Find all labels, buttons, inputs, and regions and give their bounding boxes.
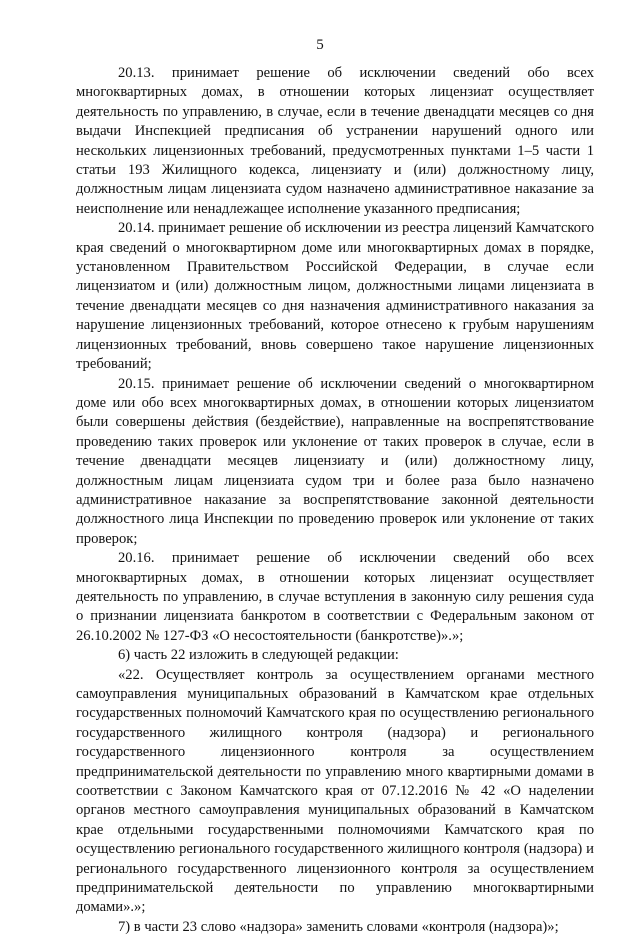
- paragraph-part-22: «22. Осуществляет контроль за осуществлением органами местного самоуправления муниципальных образований в Камчатском крае отдельных государственных полномочий Камчатского края по осуществлению регионального государственного жилищного контроля (надзора) и регионального государственного лицензионного контроля за осуществлением предпринимательской деятельности по управлению много квартирными домами в соответствии с Законом Камчатского края от 07.12.2016 № 42 «О наделении органов местного самоуправления муниципальных образований в Камчатском крае отдельными государственными полномочиями Камчатского края по осуществлению регионального государственного жилищного контроля (надзора) и регионального государственного лицензионного контроля за осуществлением предпринимательской деятельности по управлению многоквартирными домами».»;: [76, 666, 594, 916]
- paragraph-20-16: 20.16. принимает решение об исключении сведений обо всех многоквартирных домах, в отношении которых лицензиат осуществляет деятельность по управлению, в случае вступления в законную силу решения суда о признании лицензиата банкротом в соответствии с Федеральным законом от 26.10.2002 № 127-ФЗ «О несостоятельности (банкротстве)».»;: [76, 550, 594, 644]
- paragraph-20-14: 20.14. принимает решение об исключении из реестра лицензий Камчатского края сведений о многоквартирном доме или многоквартирных домах в порядке, установленном Правительством Российской Федерации, в случае если лицензиатом и (или) должностным лицом, должностными лицами лицензиата в течение двенадцати месяцев со дня назначения административного наказания за нарушение лицензионных требований, которое отнесено к грубым нарушениям лицензионных требований, вновь совершено такое нарушение лицензионных требований;: [76, 220, 594, 373]
- paragraph-20-15: 20.15. принимает решение об исключении сведений о многоквартирном доме или обо всех многоквартирных домах, в отношении которых лицензиатом были совершены действия (бездействие), направленные на воспрепятствование проведению таких проверок или уклонение от таких проверок в случае, если в течение двенадцати месяцев лицензиату и (или) должностному лицу, должностным лицам лицензиата судом три и более раза было назначено административное наказание за воспрепятствование законной деятельности должностного лица Инспекции по проведению проверок или уклонение от таких проверок;: [76, 375, 594, 547]
- paragraph-item-7: 7) в части 23 слово «надзора» заменить словами «контроля (надзора)»;: [118, 918, 559, 935]
- paragraph-item-6: 6) часть 22 изложить в следующей редакции:: [118, 647, 399, 664]
- paragraph-20-13: 20.13. принимает решение об исключении сведений обо всех многоквартирных домах, в отношении которых лицензиат осуществляет деятельность по управлению, в случае, если в течение двенадцати месяцев со дня выдачи Инспекцией предписания об устранении нарушений одного или нескольких лицензионных требований, предусмотренных пунктами 1–5 части 1 статьи 193 Жилищного кодекса, лицензиату и (или) должностному лицу, должностным лицам лицензиата судом назначено административное наказание за неисполнение или ненадлежащее исполнение указанного предписания;: [76, 65, 594, 217]
- page-number: 5: [316, 37, 324, 53]
- document-body: [76, 64, 594, 937]
